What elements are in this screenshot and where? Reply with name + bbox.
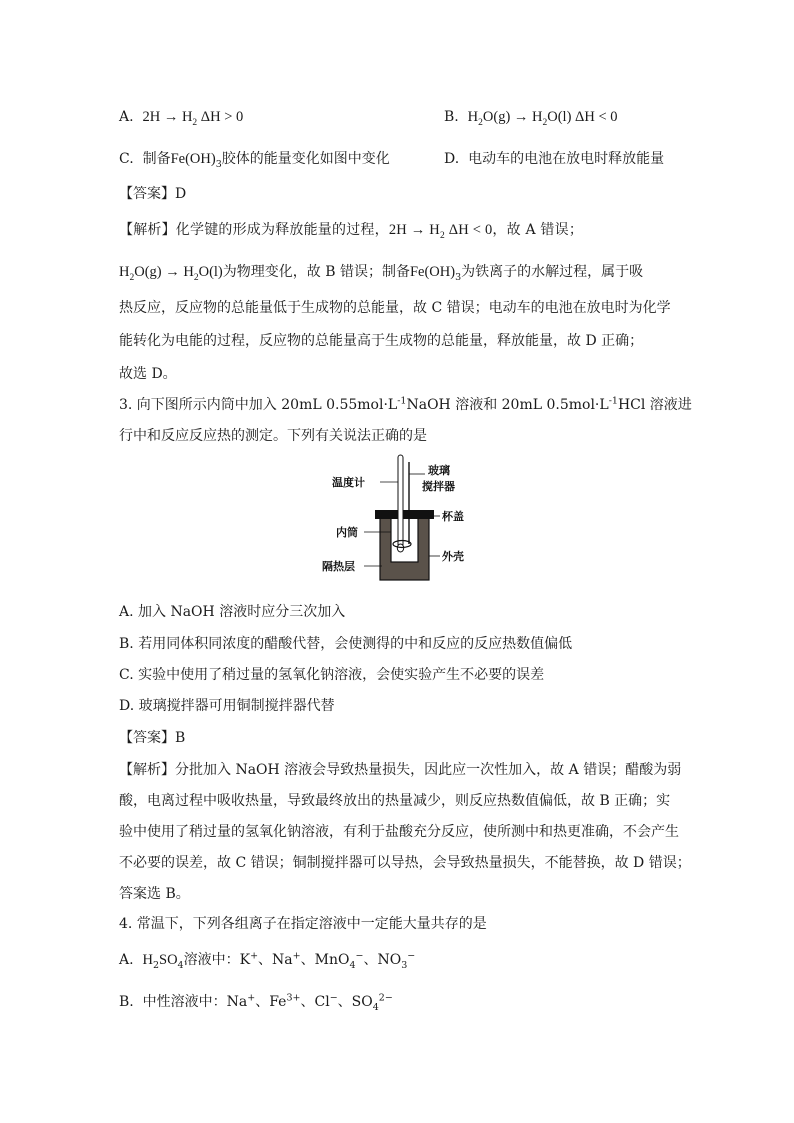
text: 溶液中：K xyxy=(183,952,251,968)
subscript: 3 xyxy=(401,959,408,971)
superscript: − xyxy=(329,992,338,1004)
q2-analysis-line-5: 故选 D。 xyxy=(119,366,177,382)
text: 、MnO xyxy=(300,952,350,968)
q2-analysis-line-3: 热反应，反应物的总能量低于生成物的总能量，故 C 错误；电动车的电池在放电时为化学 xyxy=(119,300,671,316)
eq-part: H xyxy=(119,264,130,280)
subscript: 4 xyxy=(372,1001,379,1013)
q3-option-c: C. 实验中使用了稍过量的氢氧化钠溶液，会使实验产生不必要的误差 xyxy=(119,667,545,683)
text: 【解析】化学键的形成为释放能量的过程， xyxy=(119,222,389,238)
text: 、Cl xyxy=(300,994,330,1010)
superscript: − xyxy=(407,950,416,962)
subscript: 2 xyxy=(542,117,548,128)
text: 为物理变化，故 B 错误；制备 xyxy=(222,264,410,280)
label-thermometer: 温度计 xyxy=(332,476,365,489)
q3-analysis-line-3: 验中使用了稍过量的氢氧化钠溶液，有利于盐酸充分反应，使所测中和热更准确，不会产生 xyxy=(119,824,679,840)
superscript: 3+ xyxy=(286,992,301,1004)
subscript: 2 xyxy=(192,117,198,128)
subscript: 4 xyxy=(349,959,356,971)
formula: Fe(OH) xyxy=(409,264,456,280)
formula: SO xyxy=(159,952,178,968)
q3-analysis-line-4: 不必要的误差，故 C 错误；铜制搅拌器可以导热，会导致热量损失，不能替换，故 D 错误； xyxy=(119,855,691,871)
label-lid: 杯盖 xyxy=(442,510,464,523)
equation xyxy=(119,264,223,283)
q2-analysis-line-2 xyxy=(119,262,643,282)
formula: H xyxy=(142,952,153,968)
equation xyxy=(142,109,244,128)
eq-part: 2H → H xyxy=(142,109,193,125)
superscript: -1 xyxy=(608,395,618,407)
q3-option-a: A. 加入 NaOH 溶液时应分三次加入 xyxy=(119,604,346,620)
q2-answer: 【答案】D xyxy=(119,186,187,202)
subscript: 4 xyxy=(177,959,184,971)
inner-cup xyxy=(391,514,418,562)
text: 电动车的电池在放电时释放能量 xyxy=(468,151,665,167)
subscript: 2 xyxy=(439,230,445,241)
subscript: 2 xyxy=(152,959,159,971)
label-glass-line1: 玻璃 xyxy=(428,464,450,477)
q2-option-b xyxy=(444,107,618,127)
q2-option-c xyxy=(119,149,390,169)
label-glass-line2: 搅拌器 xyxy=(422,480,455,493)
q3-analysis-line-5: 答案选 B。 xyxy=(119,886,190,902)
superscript: + xyxy=(292,950,301,962)
option-label: C. xyxy=(119,151,134,167)
text: 、Fe xyxy=(255,994,287,1010)
eq-part: ΔH < 0 xyxy=(444,222,493,238)
subscript: 2 xyxy=(129,272,135,283)
text: 3. 向下图所示内筒中加入 20mL 0.55mol·L xyxy=(119,397,398,413)
q2-option-d xyxy=(444,149,664,169)
q4-option-a xyxy=(119,950,415,970)
text: 、Na xyxy=(258,952,293,968)
option-label: A. xyxy=(119,109,134,125)
eq-part: H xyxy=(467,109,479,125)
subscript: 3 xyxy=(455,271,462,283)
subscript: 3 xyxy=(215,158,222,170)
option-label: D. xyxy=(444,151,460,167)
text: 中性溶液中：Na xyxy=(142,994,248,1010)
q2-analysis-line-4: 能转化为电能的过程，反应物的总能量高于生成物的总能量，释放能量，故 D 正确； xyxy=(119,333,644,349)
q2-analysis-line-1 xyxy=(119,220,583,240)
option-label: B. xyxy=(119,994,134,1010)
text: 为铁离子的水解过程，属于吸 xyxy=(461,264,644,280)
option-label: A. xyxy=(119,952,134,968)
text: NaOH 溶液和 20mL 0.5mol·L xyxy=(406,397,609,413)
label-inner: 内筒 xyxy=(336,526,358,539)
lid xyxy=(375,510,434,519)
text: 制备 xyxy=(142,151,171,167)
q3-analysis-line-1: 【解析】分批加入 NaOH 溶液会导致热量损失，因此应一次性加入，故 A 错误；醋酸为弱 xyxy=(119,762,682,778)
subscript: 2 xyxy=(478,117,483,128)
option-label: B. xyxy=(444,109,459,125)
equation xyxy=(467,109,618,128)
eq-part: O(l) xyxy=(198,264,223,280)
superscript: -1 xyxy=(397,395,407,407)
q3-stem-line-2: 行中和反应反应热的测定。下列有关说法正确的是 xyxy=(119,428,427,444)
calorimeter-figure xyxy=(322,452,472,588)
eq-part: O(l) ΔH < 0 xyxy=(547,109,618,125)
formula: Fe(OH) xyxy=(170,151,216,167)
superscript: 2− xyxy=(378,992,393,1004)
superscript: + xyxy=(247,992,256,1004)
eq-part: 2H → H xyxy=(388,222,440,238)
text: HCl 溶液进 xyxy=(617,397,692,413)
subscript: 2 xyxy=(193,272,199,283)
thermometer xyxy=(398,455,403,547)
equation xyxy=(388,222,493,241)
text: 胶体的能量变化如图中变化 xyxy=(221,151,390,167)
q3-analysis-line-2: 酸，电离过程中吸收热量，导致最终放出的热量减少，则反应热数值偏低，故 B 正确；实 xyxy=(119,793,671,809)
q3-option-d: D. 玻璃搅拌器可用铜制搅拌器代替 xyxy=(119,698,335,714)
eq-part: ΔH > 0 xyxy=(197,109,244,125)
eq-part: O(g) → H xyxy=(482,109,543,125)
q3-stem-line-1 xyxy=(119,395,692,415)
q3-option-b: B. 若用同体积同浓度的醋酸代替，会使测得的中和反应的反应热数值偏低 xyxy=(119,636,573,652)
text: 、SO xyxy=(337,994,373,1010)
label-insulation: 隔热层 xyxy=(322,560,355,573)
text: ，故 A 错误； xyxy=(492,222,584,238)
q2-option-a xyxy=(119,107,243,127)
q4-option-b xyxy=(119,992,393,1012)
text: 、NO xyxy=(363,952,402,968)
q3-answer: 【答案】B xyxy=(119,730,186,746)
label-shell: 外壳 xyxy=(442,550,464,563)
eq-part: O(g) → H xyxy=(134,264,194,280)
q4-stem: 4. 常温下，下列各组离子在指定溶液中一定能大量共存的是 xyxy=(119,916,487,932)
superscript: + xyxy=(250,950,259,962)
superscript: − xyxy=(355,950,364,962)
